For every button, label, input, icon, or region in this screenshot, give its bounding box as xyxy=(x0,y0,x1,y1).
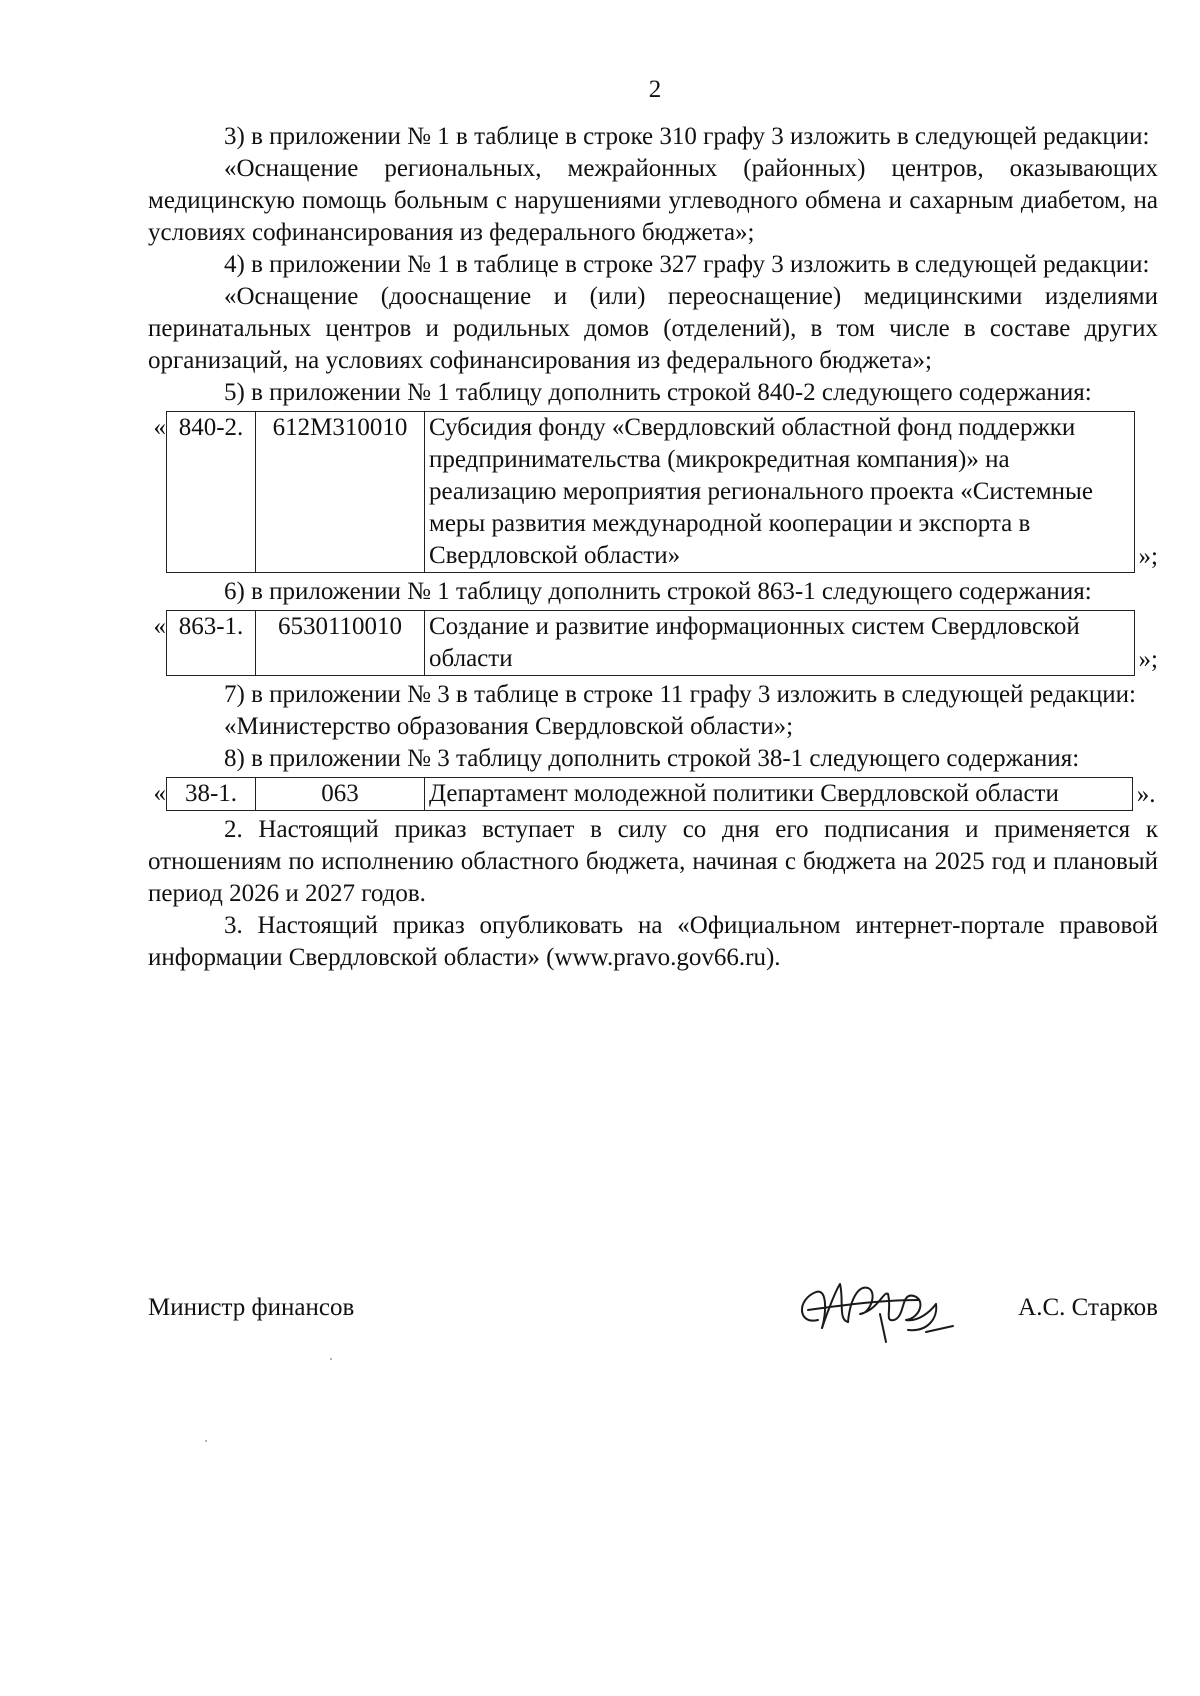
open-quote: « xyxy=(153,779,166,807)
item-8: 8) в приложении № 3 таблицу дополнить строкой 38-1 следующего содержания: xyxy=(224,745,1080,772)
close-quote: ». xyxy=(1136,780,1156,808)
item-3-text: «Оснащение региональных, межрайонных (районных) центров, оказывающих медицинскую помощь больным с нарушениями углеводного обмена и сахарным диабетом, на условиях софинансирования из федерального бюджета»; xyxy=(148,155,1158,246)
table-row xyxy=(148,412,1158,573)
item-4: 4) в приложении № 1 в таблице в строке 327 графу 3 изложить в следующей редакции: xyxy=(224,251,1150,278)
row-code-cell: 6530110010 xyxy=(256,611,425,676)
scan-speck xyxy=(330,1358,332,1360)
row-number-cell: 840-2. xyxy=(167,412,256,573)
row-number-cell: 38-1. xyxy=(167,778,256,811)
table-row xyxy=(148,611,1158,676)
row-code-cell: 063 xyxy=(256,778,425,811)
table-row xyxy=(148,778,1158,811)
row-text-cell: Департамент молодежной политики Свердловской области xyxy=(425,778,1133,811)
row-text-cell: Субсидия фонду «Свердловский областной фонд поддержки предпринимательства (микрокредитная компания)» на реализацию мероприятия регионального проекта «Системные меры развития международной кооперации и экспорта в Свердловской области» xyxy=(425,412,1135,573)
signer-position: Министр финансов xyxy=(148,1294,355,1321)
page-number: 2 xyxy=(648,76,662,103)
scan-speck xyxy=(205,1440,207,1442)
row-text-cell: Создание и развитие информационных систем Свердловской области xyxy=(425,611,1135,676)
document-body xyxy=(148,121,1158,974)
row-code-cell: 612M310010 xyxy=(256,412,425,573)
item-4-text: «Оснащение (дооснащение и (или) переоснащение) медицинскими изделиями перинатальных центров и родильных домов (отделений), в том числе в составе других организаций, на условиях софинансирования из федерального бюджета»; xyxy=(148,283,1158,374)
handwritten-signature xyxy=(788,1270,958,1350)
clause-3: 3. Настоящий приказ опубликовать на «Официальном интернет-портале правовой информации Свердловской области» (www.pravo.gov66.ru). xyxy=(148,912,1158,971)
item-5: 5) в приложении № 1 таблицу дополнить строкой 840-2 следующего содержания: xyxy=(224,379,1092,406)
inserted-row-table-863-1 xyxy=(148,610,1158,676)
open-quote: « xyxy=(153,612,166,640)
close-quote: »; xyxy=(1138,542,1158,570)
item-7: 7) в приложении № 3 в таблице в строке 11 графу 3 изложить в следующей редакции: xyxy=(224,681,1136,708)
inserted-row-table-38-1 xyxy=(148,777,1158,811)
item-7-text: «Министерство образования Свердловской области»; xyxy=(224,713,794,740)
item-3: 3) в приложении № 1 в таблице в строке 310 графу 3 изложить в следующей редакции: xyxy=(224,123,1150,150)
signature-block xyxy=(148,1282,1158,1342)
clause-2: 2. Настоящий приказ вступает в силу со дня его подписания и применяется к отношениям по исполнению областного бюджета, начиная с бюджета на 2025 год и плановый период 2026 и 2027 годов. xyxy=(148,816,1158,907)
inserted-row-table-840-2 xyxy=(148,411,1158,573)
row-number-cell: 863-1. xyxy=(167,611,256,676)
signer-name: А.С. Старков xyxy=(1018,1294,1158,1321)
open-quote: « xyxy=(153,413,166,441)
item-6: 6) в приложении № 1 таблицу дополнить строкой 863-1 следующего содержания: xyxy=(224,578,1092,605)
close-quote: »; xyxy=(1138,645,1158,673)
